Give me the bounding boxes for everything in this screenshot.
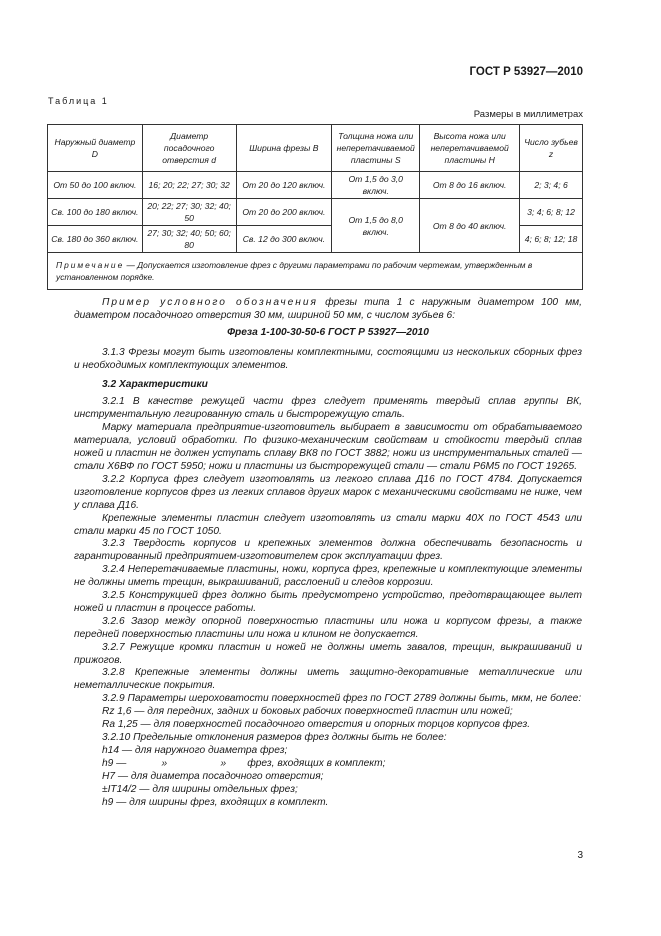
designation-example bbox=[74, 297, 582, 323]
table-cell: От 20 до 200 включ. bbox=[236, 199, 332, 226]
table-note-row bbox=[48, 253, 583, 290]
table-cell: От 8 до 40 включ. bbox=[420, 199, 520, 253]
header-thickness: Толщина ножа или неперетачиваемой пластины S bbox=[332, 125, 420, 172]
ditto-mark: » bbox=[161, 757, 168, 769]
table-header-row bbox=[48, 125, 583, 172]
table-cell: От 20 до 120 включ. bbox=[236, 172, 332, 199]
tolerance-IT14: ±IT14/2 — для ширины отдельных фрез; bbox=[102, 783, 298, 795]
paragraph-3-2-4: 3.2.4 Неперетачиваемые пластины, ножи, корпуса фрез, крепежные и комплектующие элементы не должны иметь трещин, выкрашиваний, расслоений и следов коррозии. bbox=[74, 564, 582, 589]
table-cell: От 1,5 до 8,0 включ. bbox=[332, 199, 420, 253]
paragraph-3-2-7: 3.2.7 Режущие кромки пластин и ножей не должны иметь завалов, трещин, выкрашиваний и прижогов. bbox=[74, 641, 582, 666]
table-note bbox=[48, 253, 583, 290]
tolerance-h9-ditto bbox=[74, 758, 582, 771]
table-cell: От 8 до 16 включ. bbox=[420, 172, 520, 199]
table-units-note: Размеры в миллиметрах bbox=[473, 109, 583, 120]
note-text: — Допускается изготовление фрез с другими параметрами по рабочим чертежам, утвержденным в установленном порядке. bbox=[56, 260, 533, 282]
section-heading-3-2: 3.2 Характеристики bbox=[102, 378, 208, 390]
header-bore-diameter: Диаметр посадочного отверстия d bbox=[142, 125, 236, 172]
table-cell: 3; 4; 6; 8; 12 bbox=[520, 199, 583, 226]
note-label: Примечание bbox=[56, 260, 125, 270]
roughness-rz: Rz 1,6 — для передних, задних и боковых рабочих поверхностей пластин или ножей; bbox=[102, 706, 513, 718]
paragraph-3-2-6: 3.2.6 Зазор между опорной поверхностью пластины или ножа и корпусом фрезы, а также передней поверхностью пластины или ножа и клином не допускается. bbox=[74, 615, 582, 640]
paragraph-3-2-8: 3.2.8 Крепежные элементы должны иметь защитно-декоративные металлические или неметаллические покрытия. bbox=[74, 667, 582, 692]
table-cell: Св. 180 до 360 включ. bbox=[48, 226, 143, 253]
tolerance-h9-width: h9 — для ширины фрез, входящих в комплект. bbox=[102, 796, 329, 808]
example-text: фрезы типа 1 с наружным диаметром 100 мм, диаметром посадочного отверстия 30 мм, шириной 50 мм, с числом зубьев 6: bbox=[74, 297, 582, 321]
table-cell: Св. 12 до 300 включ. bbox=[236, 226, 332, 253]
table-cell: 27; 30; 32; 40; 50; 60; 80 bbox=[142, 226, 236, 253]
designation-code: Фреза 1-100-30-50-6 ГОСТ Р 53927—2010 bbox=[227, 326, 429, 338]
document-code-header: ГОСТ Р 53927—2010 bbox=[469, 66, 583, 78]
paragraph-3-2-2: 3.2.2 Корпуса фрез следует изготовлять из легкого сплава Д16 по ГОСТ 4784. Допускается изготовление корпусов фрез из легких сплавов других марок с механическими свойствами не ниже, чем у сплава Д16. bbox=[74, 473, 582, 511]
tolerance-h14: h14 — для наружного диаметра фрез; bbox=[102, 744, 288, 756]
header-height: Высота ножа или неперетачиваемой пластины H bbox=[420, 125, 520, 172]
tolerance-text: фрез, входящих в комплект; bbox=[247, 757, 386, 769]
table-caption: Таблица 1 bbox=[48, 96, 109, 106]
table-cell: Св. 100 до 180 включ. bbox=[48, 199, 143, 226]
table-cell: 4; 6; 8; 12; 18 bbox=[520, 226, 583, 253]
paragraph-3-2-1: 3.2.1 В качестве режущей части фрез следует применять твердый сплав группы ВК, инструментальную легированную сталь и быстрорежущую сталь. bbox=[74, 396, 582, 421]
table-cell: От 1,5 до 3,0 включ. bbox=[332, 172, 420, 199]
paragraph-fasteners: Крепежные элементы пластин следует изготовлять из стали марки 40Х по ГОСТ 4543 или стали марки 45 по ГОСТ 1050. bbox=[74, 512, 582, 537]
tolerance-code: h9 — bbox=[102, 757, 127, 769]
header-width: Ширина фрезы B bbox=[236, 125, 332, 172]
paragraph-3-2-5: 3.2.5 Конструкцией фрез должно быть предусмотрено устройство, предотвращающее вылет ножей и пластин в процессе работы. bbox=[74, 590, 582, 614]
paragraph-material-grade: Марку материала предприятие-изготовитель выбирает в зависимости от обрабатываемого материала, условий обработки. По физико-механическим свойствам и стойкости твердый сплав ножей и пластин не должен уступать сплаву ВК8 по ГОСТ 3882; ножи из инструментальных сталей — стали Х6ВФ по ГОСТ 5950; ножи и пластины из быстрорежущей стали — стали Р6М5 по ГОСТ 19265. bbox=[74, 422, 582, 472]
body-text bbox=[74, 297, 582, 809]
ditto-mark: » bbox=[220, 757, 227, 769]
table-cell: 20; 22; 27; 30; 32; 40; 50 bbox=[142, 199, 236, 226]
paragraph-3-1-3: 3.1.3 Фрезы могут быть изготовлены комплектными, состоящими из нескольких сборных фрез и необходимых комплектующих элементов. bbox=[74, 346, 582, 371]
parameters-table bbox=[47, 124, 583, 290]
table-row bbox=[48, 172, 583, 199]
header-teeth-count: Число зубьев z bbox=[520, 125, 583, 172]
tolerance-H7: H7 — для диаметра посадочного отверстия; bbox=[102, 770, 324, 782]
table-cell: От 50 до 100 включ. bbox=[48, 172, 143, 199]
paragraph-3-2-10: 3.2.10 Предельные отклонения размеров фрез должны быть не более: bbox=[102, 732, 447, 743]
page-number: 3 bbox=[577, 850, 583, 861]
example-lead: Пример условного обозначения bbox=[102, 297, 318, 308]
paragraph-3-2-3: 3.2.3 Твердость корпусов и крепежных элементов должна обеспечивать безопасность и гарантированный предприятием-изготовителем срок эксплуатации фрез. bbox=[74, 538, 582, 563]
table-cell: 16; 20; 22; 27; 30; 32 bbox=[142, 172, 236, 199]
table-row bbox=[48, 199, 583, 226]
roughness-ra: Ra 1,25 — для поверхностей посадочного отверстия и опорных торцов корпусов фрез. bbox=[102, 719, 531, 731]
table-cell: 2; 3; 4; 6 bbox=[520, 172, 583, 199]
paragraph-3-2-9: 3.2.9 Параметры шероховатости поверхностей фрез по ГОСТ 2789 должны быть, мкм, не более: bbox=[102, 693, 582, 705]
header-outer-diameter: Наружный диаметр D bbox=[48, 125, 143, 172]
